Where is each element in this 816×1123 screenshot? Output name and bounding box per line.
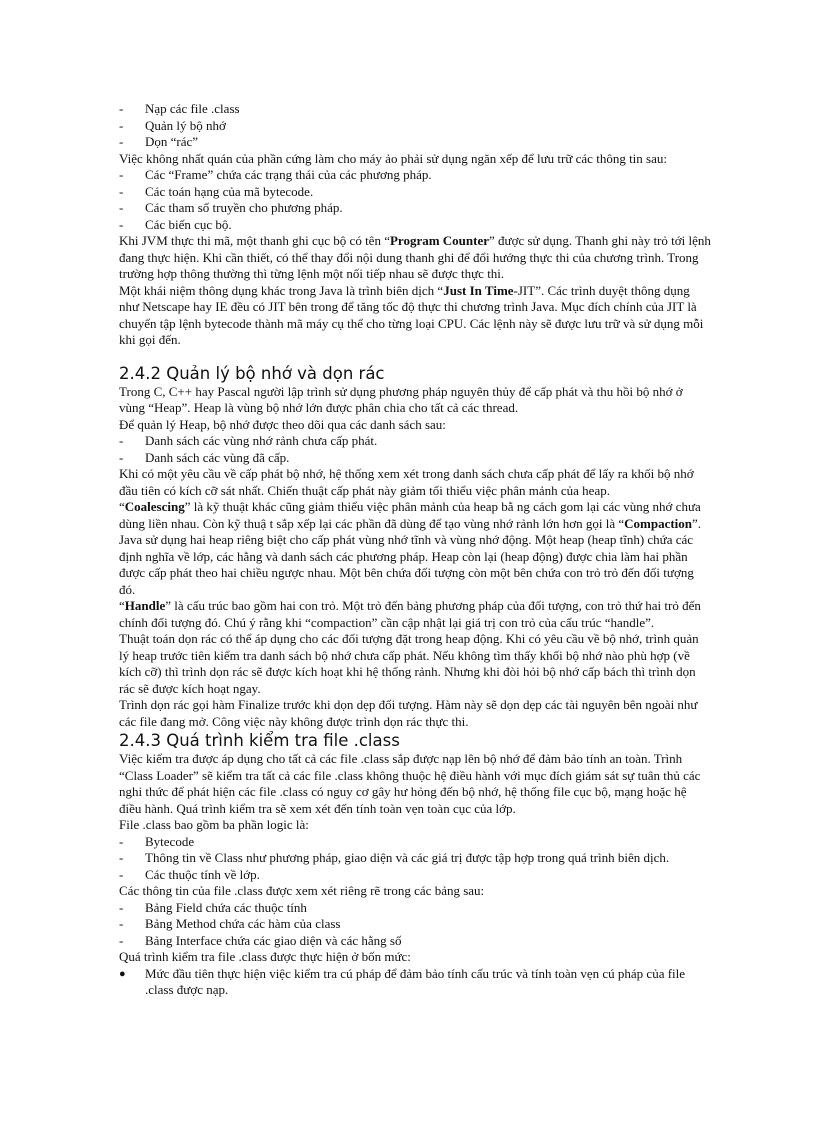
dash-marker: -	[119, 916, 124, 931]
paragraph: Các thông tin của file .class được xem xét riêng rẽ trong các bảng sau:	[119, 883, 485, 898]
paragraph: Java sử dụng hai heap riêng biệt cho cấp phát vùng nhớ tĩnh và vùng nhớ động. Một heap (heap tĩnh) chứa các định nghĩa về lớp, các hằng và danh sách các phương pháp. Heap còn lại (heap động) được chia làm hai phần được cấp phát theo hai chiều ngược nhau. Một bên chứa đối tượng còn một bên chứa con trỏ trỏ đến đối tượng đó.	[119, 532, 694, 597]
dash-marker: -	[119, 899, 124, 915]
dash-marker: -	[119, 101, 124, 116]
dash-marker: -	[119, 932, 124, 948]
dash-marker: -	[119, 183, 124, 199]
dash-marker: -	[119, 433, 124, 448]
paragraph: Quá trình kiểm tra file .class được thực hiện ở bốn mức:	[119, 949, 411, 964]
paragraph-jit: Một khái niệm thông dụng khác trong Java là trình biên dịch “Just In Time-JIT”. Các trình duyệt thông dụng như Netscape hay IE đều có JIT bên trong để tăng tốc độ thực thi chương trình Java. Mục đích chính của JIT là chuyển tập lệnh bytecode thành mã máy cụ thể cho từng loại CPU. Các lệnh này sẽ được lưu trữ và sử dụng mỗi khi gọi đến.	[119, 282, 704, 347]
paragraph: Trong C, C++ hay Pascal người lập trình sử dụng phương pháp nguyên thủy để cấp phát và thu hồi bộ nhớ ở vùng “Heap”. Heap là vùng bộ nhớ lớn được phân chia cho tất cả các thread.	[119, 383, 683, 415]
list-item: - Các thuộc tính về lớp.	[119, 866, 260, 882]
list-item: - Các biến cục bộ.	[119, 216, 232, 232]
list-item: - Các tham số truyền cho phương pháp.	[119, 200, 343, 215]
list-item: - Quản lý bộ nhớ	[119, 117, 226, 133]
list-item: - Dọn “rác”	[119, 134, 199, 149]
list-item: - Nạp các file .class	[119, 101, 240, 116]
dash-marker: -	[119, 850, 124, 865]
paragraph: Việc kiểm tra được áp dụng cho tất cả các file .class sắp được nạp lên bộ nhớ để đảm bảo tính an toàn. Trình “Class Loader” sẽ kiểm tra tất cả các file .class không thuộc hệ điều hành với mục đích giám sát sự tuân thủ các nghi thức để phát hiện các file .class có nguy cơ gây hư hỏng đến bộ nhớ, hệ thống file cục bộ, mạng hoặc hệ điều hành. Quá trình kiểm tra sẽ xem xét đến tính toàn vẹn toàn cục của lớp.	[119, 751, 701, 816]
list-item: - Bảng Method chứa các hàm của class	[119, 916, 341, 931]
list-item: - Bảng Interface chứa các giao diện và các hằng số	[119, 932, 402, 948]
dash-marker: -	[119, 167, 124, 182]
section-heading-2-4-2: 2.4.2 Quản lý bộ nhớ và dọn rác	[119, 363, 385, 383]
dash-marker: -	[119, 833, 124, 849]
dash-marker: -	[119, 216, 124, 232]
list-item: - Bảng Field chứa các thuộc tính	[119, 899, 307, 915]
dash-marker: -	[119, 449, 124, 465]
list-item: - Danh sách các vùng đã cấp.	[119, 449, 290, 465]
paragraph: Thuật toán dọn rác có thể áp dụng cho các đối tượng đặt trong heap động. Khi có yêu cầu về bộ nhớ, trình quản lý heap trước tiên kiểm tra danh sách bộ nhớ chưa cấp phát. Nếu không tìm thấy khối bộ nhớ nào phù hợp (về kích cỡ) thì trình dọn rác sẽ được kích hoạt khi hệ thống rảnh. Nhưng khi đòi hỏi bộ nhớ cấp bách thì trình dọn rác sẽ được kích hoạt ngay.	[119, 631, 699, 696]
dash-marker: -	[119, 117, 124, 133]
bullet-icon: ●	[119, 967, 126, 980]
paragraph: Việc không nhất quán của phần cứng làm cho máy ảo phải sử dụng ngăn xếp để lưu trữ các thông tin sau:	[119, 150, 667, 166]
dash-marker: -	[119, 866, 124, 882]
list-item: - Các toán hạng của mã bytecode.	[119, 183, 314, 199]
list-item: - Danh sách các vùng nhớ rảnh chưa cấp phát.	[119, 433, 378, 448]
paragraph-coalescing: “Coalescing” là kỹ thuật khác cũng giảm thiểu việc phân mảnh của heap bằ ng cách gom lại các vùng nhớ chưa dùng liền nhau. Còn kỹ thuậ t sắp xếp lại các phần đã dùng để tạo vùng nhớ rảnh lớn hơn gọi là “Compaction”.	[119, 499, 702, 531]
section-heading-2-4-3: 2.4.3 Quá trình kiểm tra file .class	[119, 731, 400, 750]
document-page	[119, 101, 711, 999]
paragraph-program-counter: Khi JVM thực thi mã, một thanh ghi cục bộ có tên “Program Counter” được sử dụng. Thanh ghi này trỏ tới lệnh đang thực hiện. Khi cần thiết, có thể thay đổi nội dung thanh ghi để đổi hướng thực thi của chương trình. Trong trường hợp thông thường thì từng lệnh một nối tiếp nhau sẽ được thực thi.	[119, 233, 711, 281]
paragraph: Trình dọn rác gọi hàm Finalize trước khi dọn dẹp đối tượng. Hàm này sẽ dọn dẹp các tài nguyên bên ngoài như các file đang mở. Công việc này không được trình dọn rác thực thi.	[119, 697, 698, 729]
dash-marker: -	[119, 200, 124, 215]
list-item: - Các “Frame” chứa các trạng thái của các phương pháp.	[119, 167, 432, 182]
list-item: - Thông tin về Class như phương pháp, giao diện và các giá trị được tập hợp trong quá trình biên dịch.	[119, 850, 670, 865]
list-item: - Bytecode	[119, 833, 195, 849]
paragraph: Khi có một yêu cầu về cấp phát bộ nhớ, hệ thống xem xét trong danh sách chưa cấp phát để lấy ra khối bộ nhớ đầu tiên có kích cỡ sát nhất. Chiến thuật cấp phát này giảm tối thiểu việc phân mảnh của heap.	[119, 466, 694, 498]
dash-marker: -	[119, 134, 124, 149]
paragraph: Để quản lý Heap, bộ nhớ được theo dõi qua các danh sách sau:	[119, 416, 446, 432]
paragraph: File .class bao gồm ba phần logic là:	[119, 817, 309, 832]
paragraph-handle: “Handle” là cấu trúc bao gồm hai con trỏ. Một trỏ đến bảng phương pháp của đối tượng, con trỏ thứ hai trỏ đến chính đối tượng đó. Chú ý rằng khi “compaction” cần cập nhật lại giá trị con trỏ của cấu trúc “handle”.	[119, 598, 701, 630]
bullet-item: ● Mức đầu tiên thực hiện việc kiểm tra cú pháp để đảm bảo tính cấu trúc và tính toàn vẹn cú pháp của file .class được nạp.	[119, 965, 686, 997]
